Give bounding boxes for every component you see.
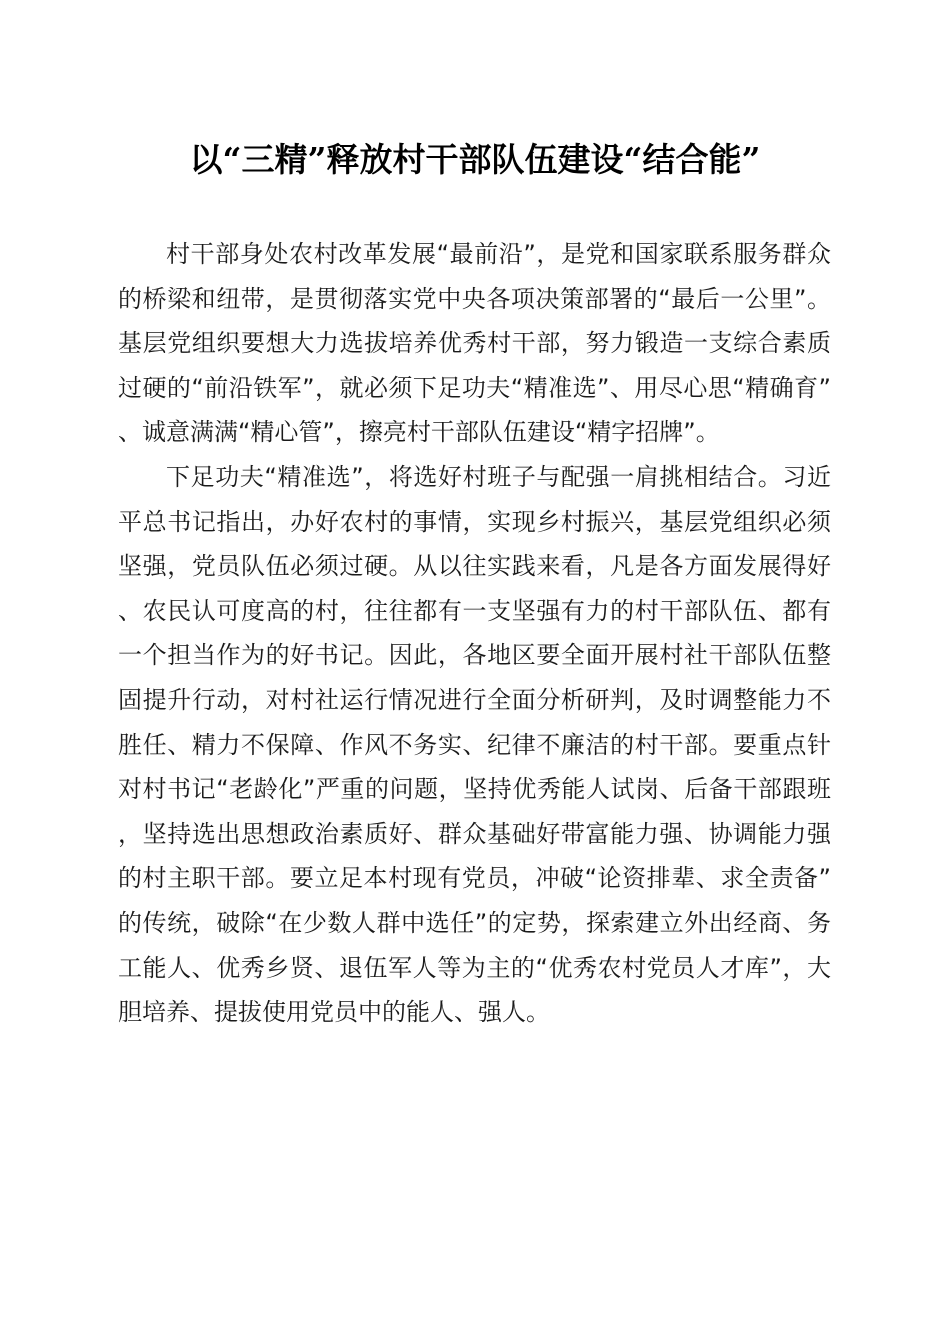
document-body bbox=[118, 232, 831, 1035]
paragraph-precise-selection: 下足功夫“精准选”，将选好村班子与配强一肩挑相结合。习近平总书记指出，办好农村的事情，实现乡村振兴，基层党组织必须坚强，党员队伍必须过硬。从以往实践来看，凡是各方面发展得好、农民认可度高的村，往往都有一支坚强有力的村干部队伍、都有一个担当作为的好书记。因此，各地区要全面开展村社干部队伍整固提升行动，对村社运行情况进行全面分析研判，及时调整能力不胜任、精力不保障、作风不务实、纪律不廉洁的村干部。要重点针对村书记“老龄化”严重的问题，坚持优秀能人试岗、后备干部跟班，坚持选出思想政治素质好、群众基础好带富能力强、协调能力强的村主职干部。要立足本村现有党员，冲破“论资排辈、求全责备”的传统，破除“在少数人群中选任”的定势，探索建立外出经商、务工能人、优秀乡贤、退伍军人等为主的“优秀农村党员人才库”，大胆培养、提拔使用党员中的能人、强人。 bbox=[118, 462, 831, 1027]
paragraph-intro: 村干部身处农村改革发展“最前沿”，是党和国家联系服务群众的桥梁和纽带，是贯彻落实党中央各项决策部署的“最后一公里”。基层党组织要想大力选拔培养优秀村干部，努力锻造一支综合素质过硬的“前沿铁军”，就必须下足功夫“精准选”、用尽心思“精确育”、诚意满满“精心管”，擦亮村干部队伍建设“精字招牌”。 bbox=[118, 240, 831, 447]
document-title: 以“三精”释放村干部队伍建设“结合能” bbox=[189, 140, 761, 179]
